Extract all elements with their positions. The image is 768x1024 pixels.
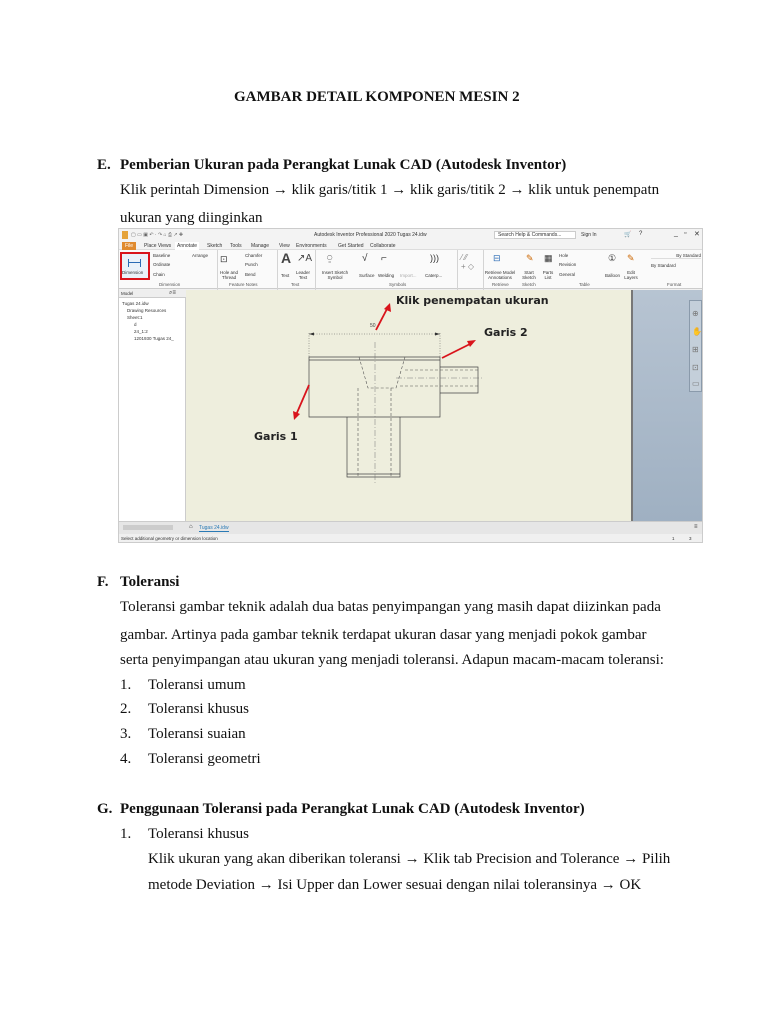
section-f-heading: Toleransi (120, 574, 180, 590)
ribbon-tabs (119, 241, 703, 250)
tab-manage[interactable]: Manage (251, 243, 270, 249)
list-number: 1. (120, 826, 132, 842)
welding-icon: ⌐ (381, 253, 387, 264)
section-f-letter: F. (97, 574, 109, 590)
tab-place-views[interactable]: Place Views (144, 243, 172, 249)
app-title: Autodesk Inventor Professional 2020 Tugas 24.idw (314, 232, 427, 238)
section-e-text: Klik perintah Dimension → klik garis/titik 1 → klik garis/titik 2 → klik untuk penempatn (120, 182, 660, 198)
model-tab[interactable]: Model (121, 291, 134, 296)
navigation-bar[interactable] (689, 300, 702, 392)
group-label: Dimension (159, 282, 181, 287)
punch-button[interactable]: Punch (245, 262, 258, 267)
sign-in-button[interactable]: Sign In (581, 232, 597, 238)
list-number: 3. (120, 726, 132, 742)
baseline-button[interactable]: Baseline (153, 253, 171, 258)
annotation-garis-1: Garis 1 (254, 430, 298, 443)
section-f-text: serta penyimpangan atau ukuran yang menjadi toleransi. Adapun macam-macam toleransi: (120, 652, 664, 668)
status-count: 3 (689, 536, 692, 541)
section-e-text: ukuran yang diinginkan (120, 210, 263, 226)
list-number: 1. (120, 677, 132, 693)
minimize-icon[interactable]: _ (674, 230, 678, 237)
hole-thread-icon: ⊡ (220, 254, 228, 264)
bend-button[interactable]: Bend (245, 272, 256, 277)
list-item: Toleransi geometri (148, 751, 261, 767)
section-g-text: Klik ukuran yang akan diberikan toleransi → Klik tab Precision and Tolerance → Pilih (148, 851, 671, 867)
edit-layers-icon: ✎ (627, 253, 635, 263)
tree-item[interactable]: Tugas 24.idw (122, 301, 149, 306)
start-sketch-button[interactable]: Start Sketch (522, 270, 536, 280)
layer-select[interactable]: By Standard (651, 263, 676, 268)
caterpillar-button[interactable]: Caterp... (425, 273, 443, 278)
welding-button[interactable]: Welding (378, 273, 395, 278)
pan-icon[interactable]: ✋ (692, 327, 702, 336)
section-e-letter: E. (97, 157, 111, 173)
tab-get-started[interactable]: Get Started (338, 243, 364, 249)
part-drawing (186, 290, 633, 521)
restore-icon[interactable]: ▫ (684, 230, 687, 237)
chain-button[interactable]: Chain (153, 272, 165, 277)
list-number: 2. (120, 701, 132, 717)
tab-annotate[interactable]: Annotate (177, 243, 198, 249)
sketch-lines-icon: ⁄ ⁄⁄ + ◇ (461, 253, 475, 271)
list-item: Toleransi khusus (148, 826, 250, 842)
tree-item[interactable]: d (134, 322, 137, 327)
tree-item[interactable]: 1201930 Tugas 24_ (134, 336, 174, 341)
hole-table-button[interactable]: Hole (559, 253, 569, 258)
balloon-button[interactable]: Balloon (605, 273, 621, 278)
arrow-placement (376, 307, 388, 330)
insert-sketch-symbol-button[interactable]: Insert Sketch Symbol (321, 270, 349, 280)
retrieve-icon: ⊟ (493, 253, 501, 263)
body-outline (309, 357, 440, 417)
status-text: Select additional geometry or dimension location (121, 536, 218, 541)
group-label: Table (579, 282, 590, 287)
help-icon[interactable]: ? (639, 231, 643, 237)
section-g-heading: Penggunaan Toleransi pada Perangkat Lunak CAD (Autodesk Inventor) (120, 801, 585, 817)
section-e-heading: Pemberian Ukuran pada Perangkat Lunak CAD (Autodesk Inventor) (120, 157, 567, 173)
balloon-icon: ① (608, 253, 617, 263)
look-at-icon[interactable]: ▭ (692, 379, 700, 388)
search-icon[interactable]: ⌕≡ (169, 290, 176, 296)
group-label: Symbols (389, 282, 407, 287)
app-logo-icon (122, 231, 128, 239)
quick-access-icon[interactable]: ▢ ▭ ▣ ↶ · ↷ ⌂ ⎙ ↗ ✚ (131, 232, 184, 238)
tab-environments[interactable]: Environments (296, 243, 327, 249)
list-item: Toleransi khusus (148, 701, 250, 717)
menu-icon[interactable]: ≡ (694, 524, 698, 530)
list-item: Toleransi umum (148, 677, 246, 693)
tree-item[interactable]: 24_1:2 (134, 329, 148, 334)
group-label: Format (667, 282, 682, 287)
document-tab[interactable]: Tugas 24.idw (199, 525, 229, 531)
leader-text-button[interactable]: Leader Text (295, 270, 310, 280)
zoom-icon[interactable]: ⊕ (692, 309, 699, 318)
list-number: 4. (120, 751, 132, 767)
text-button[interactable]: Text (281, 273, 290, 278)
tab-collaborate[interactable]: Collaborate (370, 243, 396, 249)
group-label: Sketch (522, 282, 536, 287)
sketch-symbol-icon: ⍜ (327, 253, 333, 263)
tree-item[interactable]: Sheet:1 (127, 315, 143, 320)
style-select[interactable]: By Standard (651, 253, 701, 259)
start-sketch-icon: ✎ (526, 253, 534, 263)
group-label: Retrieve (492, 282, 509, 287)
arrow-line-2 (442, 343, 472, 358)
title-bar (119, 229, 703, 241)
section-f-text: Toleransi gambar teknik adalah dua batas penyimpangan yang masih dapat diizinkan pada (120, 599, 661, 615)
annotation-placement: Klik penempatan ukuran (396, 294, 549, 307)
home-icon[interactable]: ⌂ (189, 524, 193, 530)
page-title: GAMBAR DETAIL KOMPONEN MESIN 2 (234, 89, 520, 105)
zoom-all-icon[interactable]: ⊞ (692, 345, 699, 354)
hole-thread-button[interactable]: Hole and Thread (219, 270, 238, 280)
tab-file[interactable]: File (122, 242, 136, 250)
arrow-line-1 (296, 385, 309, 415)
tree-item[interactable]: Drawing Resources (127, 308, 167, 313)
zoom-window-icon[interactable]: ⊡ (692, 363, 699, 372)
revision-table-button[interactable]: Revision (559, 262, 577, 267)
surface-icon: √ (362, 253, 368, 264)
caterpillar-icon: ))) (430, 253, 439, 263)
status-count: 1 (672, 536, 675, 541)
document-tabs (119, 521, 703, 534)
model-browser (119, 290, 186, 521)
group-label: Text (291, 282, 300, 287)
tab-view[interactable]: View (279, 243, 290, 249)
leader-text-icon: ↗A (297, 253, 313, 264)
section-g-text: metode Deviation → Isi Upper dan Lower sesuai dengan nilai toleransinya → OK (148, 877, 642, 893)
text-icon: A (281, 250, 292, 266)
list-item: Toleransi suaian (148, 726, 246, 742)
annotation-garis-2: Garis 2 (484, 326, 528, 339)
inventor-screenshot (118, 228, 703, 543)
stem-outline (347, 417, 400, 477)
section-f-text: gambar. Artinya pada gambar teknik terdapat ukuran dasar yang menjadi pokok gambar (120, 627, 647, 643)
parts-list-icon: ▦ (544, 253, 553, 263)
close-icon[interactable]: ✕ (694, 231, 700, 238)
group-label: Feature Notes (229, 282, 258, 287)
horizontal-scrollbar[interactable] (123, 525, 173, 530)
section-g-letter: G. (97, 801, 113, 817)
retrieve-model-annotations-button[interactable]: Retrieve Model Annotations (484, 270, 516, 280)
boss-outline (440, 367, 478, 393)
ordinate-button[interactable]: Ordinate (153, 262, 171, 267)
ribbon (119, 250, 703, 289)
dimension-button[interactable]: Dimension (120, 252, 150, 280)
general-table-button[interactable]: General (559, 272, 576, 277)
tab-sketch[interactable]: Sketch (207, 243, 223, 249)
search-input[interactable]: Search Help & Commands... (494, 231, 576, 239)
edit-layers-button[interactable]: Edit Layers (624, 270, 638, 280)
parts-list-button[interactable]: Parts List (542, 270, 554, 280)
status-bar (119, 534, 703, 543)
import-button[interactable]: Import... (400, 273, 417, 278)
drawing-canvas[interactable] (186, 290, 633, 521)
chamfer-button[interactable]: Chamfer (245, 253, 263, 258)
view-panel (633, 290, 703, 521)
surface-button[interactable]: Surface (359, 273, 375, 278)
arrange-button[interactable]: Arrange (192, 253, 209, 258)
cart-icon[interactable]: 🛒 (624, 232, 632, 238)
dimension-value[interactable]: 50 (370, 323, 376, 329)
dimension-icon (128, 259, 141, 267)
tab-tools[interactable]: Tools (230, 243, 242, 249)
